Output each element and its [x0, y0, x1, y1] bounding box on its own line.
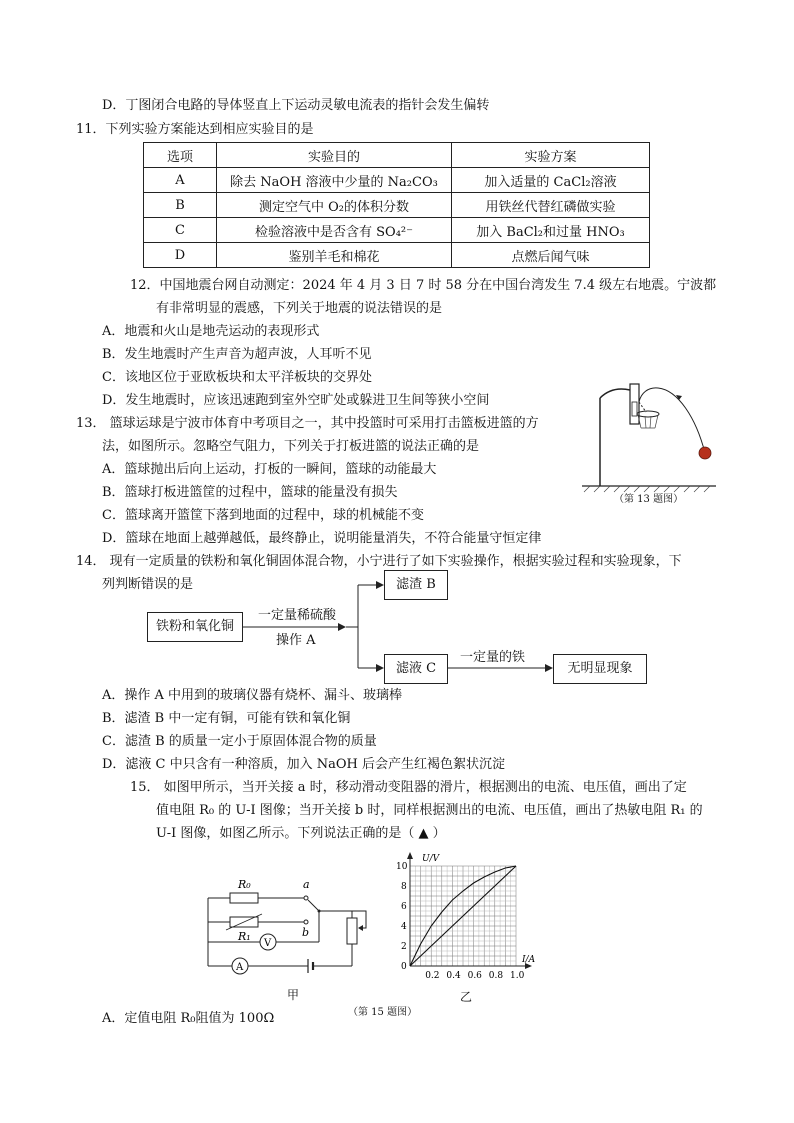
x-tick-label: 1.0	[510, 971, 525, 981]
q14-option-b: B．滤渣 B 中一定有铜，可能有铁和氧化铜	[102, 711, 351, 726]
q13-option-d: D．篮球在地面上越弹越低，最终静止，说明能量消失，不符合能量守恒定律	[102, 531, 542, 546]
label-r0: R₀	[238, 878, 251, 891]
q13-stem-line2: 法，如图所示。忽略空气阻力，下列关于打板进篮的说法正确的是	[102, 439, 480, 454]
flow-filtrate-box: 滤液 C	[384, 654, 448, 684]
y-tick-label: 0	[401, 962, 407, 972]
table-cell: 点燃后闻气味	[452, 243, 650, 268]
chart-title: 乙	[460, 990, 473, 1004]
q13-option-b: B．篮球打板进篮筐的过程中，篮球的能量没有损失	[102, 485, 398, 500]
table-cell: 用铁丝代替红磷做实验	[452, 193, 650, 218]
q14-stem-line1: 14． 现有一定质量的铁粉和氧化铜固体混合物，小宁进行了如下实验操作，根据实验过程和实验现象，下	[76, 554, 682, 569]
y-tick-label: 2	[401, 942, 407, 952]
table-header: 实验目的	[217, 143, 452, 168]
q12-option-b: B．发生地震时产生声音为超声波，人耳听不见	[102, 347, 372, 362]
q13-figure-caption: （第 13 题图）	[614, 494, 684, 505]
table-cell: 检验溶液中是否含有 SO₄²⁻	[217, 218, 452, 243]
table-cell: 除去 NaOH 溶液中少量的 Na₂CO₃	[217, 168, 452, 193]
switch-blade	[308, 900, 318, 910]
ui-chart	[390, 850, 550, 990]
flow-start-box: 铁粉和氧化铜	[147, 612, 243, 642]
y-axis-label: U/V	[422, 854, 440, 864]
q12-stem-line2: 有非常明显的震感，下列关于地震的说法错误的是	[156, 301, 443, 316]
table-cell: 测定空气中 O₂的体积分数	[217, 193, 452, 218]
q14-option-a: A．操作 A 中用到的玻璃仪器有烧杯、漏斗、玻璃棒	[102, 688, 403, 703]
table-cell: 加入 BaCl₂和过量 HNO₃	[452, 218, 650, 243]
label-a: a	[303, 878, 310, 891]
table-cell: 鉴别羊毛和棉花	[217, 243, 452, 268]
flow-operation: 操作 A	[276, 633, 316, 648]
table-cell: 加入适量的 CaCl₂溶液	[452, 168, 650, 193]
label-b: b	[302, 926, 310, 939]
q12-option-a: A．地震和火山是地壳运动的表现形式	[102, 324, 320, 339]
y-tick-label: 8	[401, 882, 407, 892]
q15-option-a: A．定值电阻 R₀阻值为 100Ω	[102, 1011, 275, 1026]
rheostat	[347, 918, 357, 944]
q14-stem-line2: 列判断错误的是	[102, 577, 194, 592]
y-tick-label: 10	[396, 862, 408, 872]
terminal-b	[304, 920, 308, 924]
flow-reagent2: 一定量的铁	[460, 650, 526, 665]
q13-stem-line1: 13． 篮球运球是宁波市体育中考项目之一，其中投篮时可采用打击篮板进篮的方	[76, 416, 539, 431]
q15-figure-caption: （第 15 题图）	[348, 1007, 418, 1018]
flow-residue-box: 滤渣 B	[384, 570, 448, 600]
table-header: 实验方案	[452, 143, 650, 168]
q15-stem-line1: 15． 如图甲所示，当开关接 a 时，移动滑动变阻器的滑片，根据测出的电流、电压值，画出了定	[130, 780, 687, 795]
x-tick-label: 0.2	[425, 971, 440, 981]
q15-stem-line3: U-I 图像，如图乙所示。下列说法正确的是（ ▲ ）	[156, 826, 446, 841]
q13-option-c: C．篮球离开篮筐下落到地面的过程中，球的机械能不变	[102, 508, 424, 523]
q13-option-a: A．篮球抛出后向上运动，打板的一瞬间，篮球的动能最大	[102, 462, 437, 477]
q11-stem: 11．下列实验方案能达到相应实验目的是	[76, 122, 314, 137]
y-tick-label: 4	[401, 922, 407, 932]
q10-option-d: D．丁图闭合电路的导体竖直上下运动灵敏电流表的指针会发生偏转	[102, 98, 490, 113]
q12-stem-line1: 12．中国地震台网自动测定：2024 年 4 月 3 日 7 时 58 分在中国台湾发生 7.4 级左右地震。宁波都	[130, 278, 717, 293]
circuit-diagram	[200, 870, 380, 985]
resistor-r0	[230, 893, 258, 903]
circuit-label: 甲	[287, 988, 300, 1002]
flow-result-box: 无明显现象	[553, 654, 647, 684]
terminal-a	[304, 896, 308, 900]
flow-arrowhead	[338, 623, 346, 631]
label-r1: R₁	[238, 930, 251, 943]
q15-stem-line2: 值电阻 R₀ 的 U-I 图像；当开关接 b 时，同样根据测出的电流、电压值，画出了热敏电阻 R₁ 的	[156, 803, 703, 818]
label-voltmeter: V	[264, 938, 272, 949]
x-tick-label: 0.4	[446, 971, 461, 981]
flow-reagent1: 一定量稀硫酸	[258, 608, 337, 623]
table-cell: C	[144, 218, 217, 243]
table-cell: D	[144, 243, 217, 268]
label-ammeter: A	[236, 962, 244, 973]
q12-option-c: C．该地区位于亚欧板块和太平洋板块的交界处	[102, 370, 372, 385]
table-header: 选项	[144, 143, 217, 168]
table-cell: A	[144, 168, 217, 193]
q14-option-d: D．滤液 C 中只含有一种溶质，加入 NaOH 后会产生红褐色絮状沉淀	[102, 757, 506, 772]
q12-option-d: D．发生地震时，应该迅速跑到室外空旷处或躲进卫生间等狭小空间	[102, 393, 490, 408]
x-axis-label: I/A	[522, 955, 536, 965]
x-tick-label: 0.8	[488, 971, 504, 981]
table-cell: B	[144, 193, 217, 218]
x-tick-label: 0.6	[467, 971, 482, 981]
q14-option-c: C．滤渣 B 的质量一定小于原固体混合物的质量	[102, 734, 377, 749]
y-tick-label: 6	[401, 902, 407, 912]
